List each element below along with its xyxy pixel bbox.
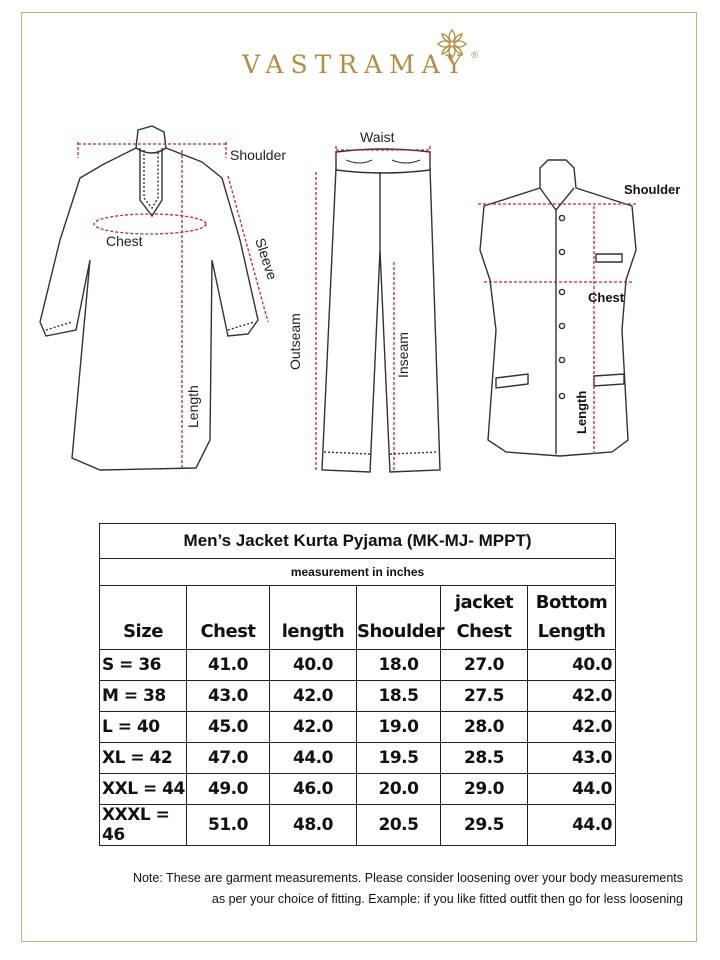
length-cell: 42.0 <box>270 712 357 743</box>
table-title: Men’s Jacket Kurta Pyjama (MK-MJ- MPPT) <box>100 524 616 559</box>
kurta-sleeve-label: Sleeve <box>252 235 281 282</box>
length-cell: 44.0 <box>270 743 357 774</box>
pyjama-outseam-label: Outseam <box>287 313 303 370</box>
table-row <box>100 650 616 681</box>
jacket-chest-cell: 27.5 <box>441 681 528 712</box>
size-cell: XXXL = 46 <box>100 805 187 846</box>
jacket-chest-label: Chest <box>588 290 625 305</box>
table-row <box>100 743 616 774</box>
jacket-length-label: Length <box>574 390 589 434</box>
shoulder-cell: 18.0 <box>357 650 441 681</box>
note-line-1: Note: These are garment measurements. Please consider loosening over your body measurements <box>132 871 683 885</box>
jacket-chest-cell: 27.0 <box>441 650 528 681</box>
table-subtitle: measurement in inches <box>100 559 616 586</box>
header-chest: Chest <box>187 586 270 650</box>
kurta-diagram <box>40 126 258 470</box>
shoulder-cell: 20.5 <box>357 805 441 846</box>
chest-cell: 45.0 <box>187 712 270 743</box>
bottom-length-cell: 43.0 <box>528 743 616 774</box>
kurta-chest-label: Chest <box>106 233 143 249</box>
chest-cell: 41.0 <box>187 650 270 681</box>
jacket-chest-cell: 29.0 <box>441 774 528 805</box>
pyjama-measure-lines <box>316 146 430 470</box>
kurta-measure-lines <box>78 142 268 468</box>
header-length: length <box>270 586 357 650</box>
shoulder-cell: 20.0 <box>357 774 441 805</box>
jacket-chest-cell: 28.5 <box>441 743 528 774</box>
pyjama-inseam-label: Inseam <box>395 332 411 378</box>
kurta-shoulder-label: Shoulder <box>230 147 287 163</box>
shoulder-cell: 19.5 <box>357 743 441 774</box>
size-chart <box>99 523 615 846</box>
chest-cell: 49.0 <box>187 774 270 805</box>
size-cell: XXL = 44 <box>100 774 187 805</box>
jacket-chest-cell: 28.0 <box>441 712 528 743</box>
table-header-row <box>100 586 616 650</box>
note-line-2: as per your choice of fitting. Example: if you like fitted outfit then go for less loosening <box>211 892 683 906</box>
size-cell: S = 36 <box>100 650 187 681</box>
chest-cell: 47.0 <box>187 743 270 774</box>
size-cell: XL = 42 <box>100 743 187 774</box>
registered-mark: ® <box>471 50 478 60</box>
table-row <box>100 712 616 743</box>
header-jacket-chest: jacket Chest <box>441 586 528 650</box>
shoulder-cell: 18.5 <box>357 681 441 712</box>
shoulder-cell: 19.0 <box>357 712 441 743</box>
brand-name: VASTRAMAY <box>242 50 470 79</box>
header-shoulder: Shoulder <box>357 586 441 650</box>
table-row <box>100 681 616 712</box>
bottom-length-cell: 44.0 <box>528 805 616 846</box>
length-cell: 42.0 <box>270 681 357 712</box>
pyjama-diagram <box>322 149 440 472</box>
length-cell: 40.0 <box>270 650 357 681</box>
chest-cell: 51.0 <box>187 805 270 846</box>
table-row <box>100 774 616 805</box>
size-table <box>99 523 616 846</box>
header-size: Size <box>100 586 187 650</box>
length-cell: 48.0 <box>270 805 357 846</box>
size-cell: M = 38 <box>100 681 187 712</box>
fit-note <box>0 868 720 910</box>
length-cell: 46.0 <box>270 774 357 805</box>
bottom-length-cell: 40.0 <box>528 650 616 681</box>
pyjama-waist-label: Waist <box>360 129 395 145</box>
jacket-chest-cell: 29.5 <box>441 805 528 846</box>
jacket-shoulder-label: Shoulder <box>624 182 681 197</box>
header-bottom-length: Bottom Length <box>528 586 616 650</box>
bottom-length-cell: 42.0 <box>528 681 616 712</box>
size-cell: L = 40 <box>100 712 187 743</box>
bottom-length-cell: 44.0 <box>528 774 616 805</box>
kurta-length-label: Length <box>185 385 201 428</box>
chest-cell: 43.0 <box>187 681 270 712</box>
table-row <box>100 805 616 846</box>
jacket-measure-lines <box>478 204 638 452</box>
bottom-length-cell: 42.0 <box>528 712 616 743</box>
